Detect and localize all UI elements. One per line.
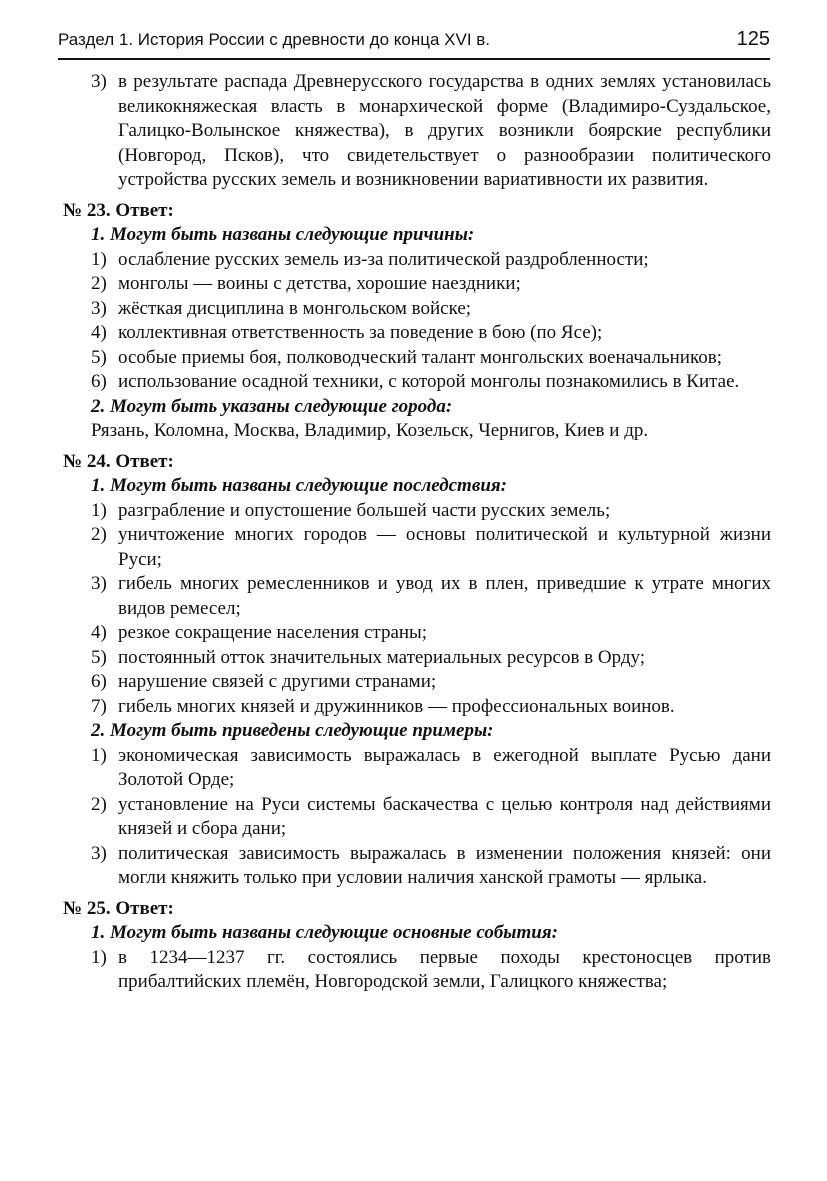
list-item: [63, 793, 771, 842]
list-item: [63, 670, 771, 695]
list-item: [63, 572, 771, 621]
subheading: 1. Могут быть названы следующие основные события:: [91, 922, 558, 943]
subheading: 1. Могут быть названы следующие причины:: [91, 224, 475, 245]
section-title: Раздел 1. История России с древности до конца XVI в.: [58, 30, 491, 49]
item-text: гибель многих князей и дружинников — профессиональных воинов.: [118, 695, 675, 717]
item-text: экономическая зависимость выражалась в ежегодной выплате Русью дани Золотой Орде;: [118, 744, 771, 790]
item-number: 7): [91, 695, 107, 717]
item-text: особые приемы боя, полководческий талант монгольских военачальников;: [118, 346, 722, 368]
list-item: [63, 946, 771, 995]
item-text: постоянный отток значительных материальных ресурсов в Орду;: [118, 646, 646, 668]
answer-heading-23: № 23. Ответ:: [63, 199, 174, 221]
list-item: [63, 523, 771, 572]
item-number: 3): [91, 573, 107, 594]
subheading: 1. Могут быть названы следующие последствия:: [91, 475, 507, 496]
item-number: 2): [91, 273, 107, 294]
item-text: коллективная ответственность за поведение в бою (по Ясе);: [118, 322, 603, 343]
item-number: 1): [91, 248, 107, 270]
list-item: [63, 346, 771, 371]
list-item: [63, 70, 771, 193]
item-number: 3): [91, 71, 107, 92]
list-item: [63, 370, 771, 395]
list-item: [63, 842, 771, 891]
item-number: 6): [91, 671, 107, 692]
item-text: ослабление русских земель из-за политической раздробленности;: [118, 248, 649, 270]
item-number: 6): [91, 371, 107, 392]
item-text: разграбление и опустошение большей части русских земель;: [118, 499, 611, 521]
item-text: гибель многих ремесленников и увод их в плен, приведшие к утрате многих видов ремесел;: [118, 573, 771, 619]
page-number: 125: [736, 28, 770, 50]
item-number: 5): [91, 646, 107, 668]
item-text: в результате распада Древнерусского государства в одних землях установилась великокняжеская власть в монархической форме (Владимиро-Суздальское, Галицко-Волынское княжества), в других возникли боярские республики (Новгород, Псков), что свидетельствует о разнообразии политического устройства русских земель и возникновении вариативности их развития.: [118, 71, 771, 190]
list-item: [63, 321, 771, 346]
answer-heading-24: № 24. Ответ:: [63, 450, 174, 472]
subheading: 2. Могут быть указаны следующие города:: [91, 395, 453, 417]
running-header: [58, 26, 770, 60]
item-number: 1): [91, 946, 107, 968]
item-text: жёсткая дисциплина в монгольском войске;: [118, 297, 472, 319]
item-number: 4): [91, 622, 107, 643]
item-number: 5): [91, 346, 107, 368]
page-content: [63, 70, 771, 995]
subheading: 2. Могут быть приведены следующие примеры:: [91, 720, 494, 741]
list-item: [63, 248, 771, 273]
item-text: политическая зависимость выражалась в изменении положения князей: они могли княжить только при условии наличия ханской грамоты — ярлыка.: [118, 842, 771, 888]
item-text: в 1234—1237 гг. состоялись первые походы крестоносцев против прибалтийских племён, Новгородской земли, Галицкого княжества;: [118, 946, 771, 992]
list-item: [63, 621, 771, 646]
item-text: нарушение связей с другими странами;: [118, 671, 437, 692]
item-number: 1): [91, 499, 107, 521]
list-item: [63, 272, 771, 297]
list-item: [63, 646, 771, 671]
item-number: 2): [91, 524, 107, 545]
list-item: [63, 297, 771, 322]
answer-heading-25: № 25. Ответ:: [63, 897, 174, 919]
item-text: резкое сокращение населения страны;: [118, 622, 428, 643]
item-text: установление на Руси системы баскачества с целью контроля над действиями князей и сбора дани;: [118, 793, 771, 839]
list-item: [63, 744, 771, 793]
list-item: [63, 499, 771, 524]
item-number: 4): [91, 322, 107, 343]
item-number: 2): [91, 793, 107, 815]
item-number: 3): [91, 842, 107, 864]
item-text: уничтожение многих городов — основы политической и культурной жизни Руси;: [118, 524, 771, 570]
cities-list: Рязань, Коломна, Москва, Владимир, Козельск, Чернигов, Киев и др.: [91, 420, 649, 441]
item-text: монголы — воины с детства, хорошие наездники;: [118, 273, 521, 294]
list-item: [63, 695, 771, 720]
item-text: использование осадной техники, с которой монголы познакомились в Китае.: [118, 371, 740, 392]
item-number: 1): [91, 744, 107, 766]
item-number: 3): [91, 297, 107, 319]
